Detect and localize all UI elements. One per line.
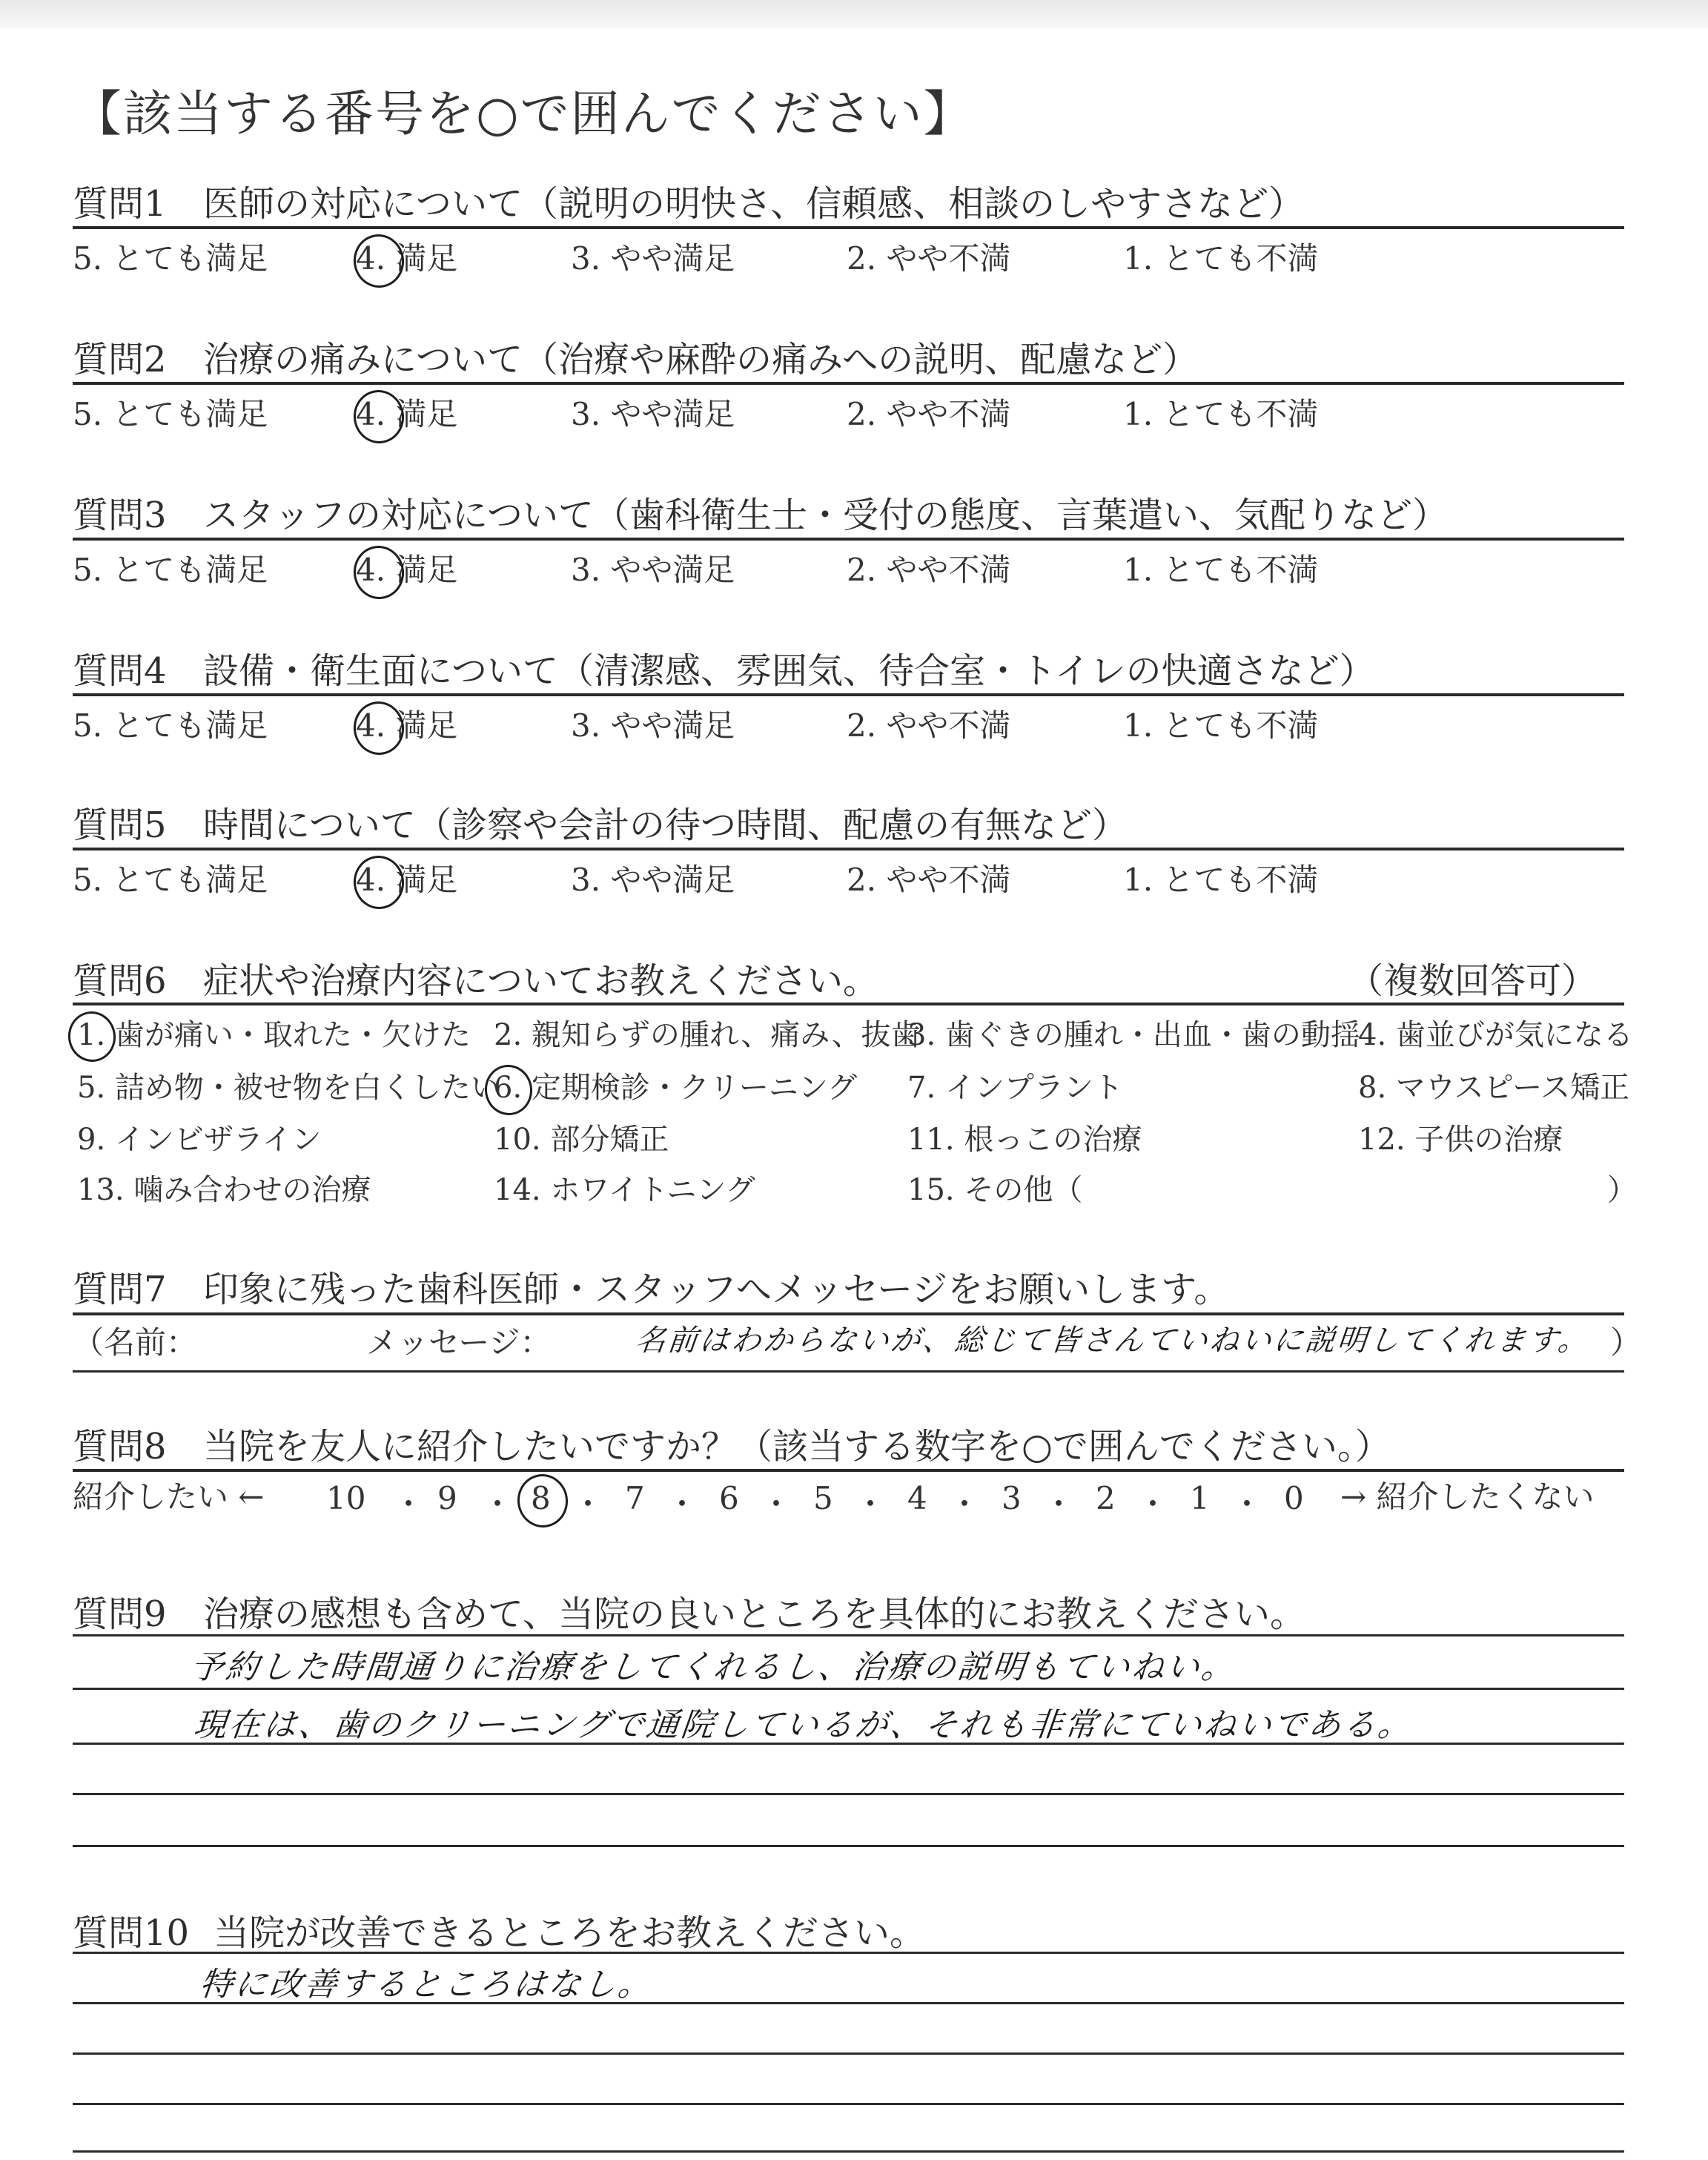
rating-option-4[interactable]: 4. 満足 xyxy=(356,396,458,432)
rating-option-3[interactable]: 3. やや満足 xyxy=(571,240,735,277)
name-label: （名前： xyxy=(73,1324,198,1361)
answer-line xyxy=(73,2052,1624,2055)
rating-option-2[interactable]: 2. やや不満 xyxy=(847,862,1011,898)
rating-option-3[interactable]: 3. やや満足 xyxy=(571,396,735,432)
question-divider xyxy=(73,693,1624,696)
scale-separator: ・ xyxy=(761,1486,792,1522)
answer-line xyxy=(73,1634,1624,1636)
question-text: 当院が改善できるところをお教えください。 xyxy=(214,1912,926,1954)
question-text: 治療の痛みについて（治療や麻酔の痛みへの説明、配慮など） xyxy=(203,339,1199,380)
question-text: 医師の対応について（説明の明快さ、信頼感、相談のしやすさなど） xyxy=(203,183,1305,225)
symptom-option-15[interactable]: 15. その他（ xyxy=(907,1173,1083,1207)
symptom-option-6[interactable]: 6. 定期検診・クリーニング xyxy=(494,1071,858,1105)
question-number: 質問4 xyxy=(73,650,167,692)
question-10-heading xyxy=(73,1904,925,1955)
question-divider xyxy=(73,1469,1624,1472)
question-number: 質問6 xyxy=(73,960,167,1002)
rating-option-1[interactable]: 1. とても不満 xyxy=(1123,707,1319,744)
symptom-option-14[interactable]: 14. ホワイトニング xyxy=(494,1173,755,1207)
question-3-heading xyxy=(73,486,1448,538)
question-8-heading xyxy=(73,1418,1391,1469)
rating-option-4[interactable]: 4. 満足 xyxy=(356,240,458,277)
rating-option-3[interactable]: 3. やや満足 xyxy=(571,862,735,898)
rating-option-5[interactable]: 5. とても満足 xyxy=(73,396,268,432)
scale-separator: ・ xyxy=(1231,1486,1263,1522)
symptom-option-12[interactable]: 12. 子供の治療 xyxy=(1358,1123,1563,1157)
symptom-option-4[interactable]: 4. 歯並びが気になる xyxy=(1358,1018,1633,1052)
question-number: 質問5 xyxy=(73,805,167,846)
question-text: 当院を友人に紹介したいですか？（該当する数字を○で囲んでください。） xyxy=(203,1426,1391,1467)
question-divider xyxy=(73,1312,1624,1315)
rating-option-2[interactable]: 2. やや不満 xyxy=(847,396,1011,432)
scale-2[interactable]: 2 xyxy=(1096,1480,1116,1516)
scan-top-band xyxy=(0,0,1708,28)
rating-option-5[interactable]: 5. とても満足 xyxy=(73,240,268,277)
question-divider xyxy=(73,382,1624,385)
answer-line xyxy=(73,1845,1624,1847)
rating-option-3[interactable]: 3. やや満足 xyxy=(571,707,735,744)
question-text: 症状や治療内容についてお教えください。 xyxy=(203,960,879,1002)
multiple-answers-note: （複数回答可） xyxy=(1347,960,1597,1002)
scale-9[interactable]: 9 xyxy=(437,1480,457,1516)
scale-separator: ・ xyxy=(949,1486,981,1522)
scale-0[interactable]: 0 xyxy=(1284,1480,1304,1516)
message-close-paren: ） xyxy=(1610,1324,1642,1361)
symptom-option-1[interactable]: 1. 歯が痛い・取れた・欠けた xyxy=(77,1018,471,1052)
question-number: 質問2 xyxy=(73,339,167,380)
question-4-heading xyxy=(73,642,1375,693)
question-1-heading xyxy=(73,175,1304,226)
question-divider xyxy=(73,848,1624,851)
question-number: 質問1 xyxy=(73,183,167,225)
handwritten-message[interactable]: 名前はわからないが、総じて皆さんていねいに説明してくれます。 xyxy=(634,1324,1592,1358)
handwritten-answer-line[interactable]: 現在は、歯のクリーニングで通院しているが、それも非常にていねいである。 xyxy=(191,1706,1415,1744)
question-9-heading xyxy=(73,1585,1305,1636)
question-7-heading xyxy=(73,1261,1229,1312)
rating-option-4[interactable]: 4. 満足 xyxy=(356,707,458,744)
rating-option-1[interactable]: 1. とても不満 xyxy=(1123,396,1319,432)
scale-separator: ・ xyxy=(393,1486,425,1522)
scale-separator: ・ xyxy=(572,1486,604,1522)
symptom-option-11[interactable]: 11. 根っこの治療 xyxy=(907,1123,1142,1157)
question-divider xyxy=(73,1003,1624,1005)
handwritten-answer-line[interactable]: 特に改善するところはなし。 xyxy=(197,1966,655,2004)
scale-10[interactable]: 10 xyxy=(326,1480,366,1516)
scale-3[interactable]: 3 xyxy=(1002,1480,1022,1516)
scale-1[interactable]: 1 xyxy=(1190,1480,1210,1516)
scale-8[interactable]: 8 xyxy=(531,1480,551,1516)
rating-option-1[interactable]: 1. とても不満 xyxy=(1123,552,1319,588)
question-5-heading xyxy=(73,796,1128,848)
symptom-option-3[interactable]: 3. 歯ぐきの腫れ・出血・歯の動揺 xyxy=(907,1018,1360,1052)
symptom-option-5[interactable]: 5. 詰め物・被せ物を白くしたい xyxy=(77,1071,500,1105)
rating-option-1[interactable]: 1. とても不満 xyxy=(1123,862,1319,898)
question-text: 治療の感想も含めて、当院の良いところを具体的にお教えください。 xyxy=(203,1593,1306,1635)
answer-line xyxy=(73,2103,1624,2105)
rating-option-2[interactable]: 2. やや不満 xyxy=(847,240,1011,277)
other-close-paren: ） xyxy=(1607,1173,1637,1207)
symptom-option-9[interactable]: 9. インビザライン xyxy=(77,1123,322,1157)
scale-separator: ・ xyxy=(855,1486,887,1522)
rating-option-4[interactable]: 4. 満足 xyxy=(356,552,458,588)
rating-option-5[interactable]: 5. とても満足 xyxy=(73,862,268,898)
message-label: メッセージ： xyxy=(366,1324,552,1361)
answer-line xyxy=(73,2002,1624,2004)
question-number: 質問8 xyxy=(73,1426,167,1467)
page-title: 【該当する番号を○で囲んでください】 xyxy=(73,85,974,142)
question-text: 時間について（診察や会計の待つ時間、配慮の有無など） xyxy=(203,805,1128,846)
rating-option-1[interactable]: 1. とても不満 xyxy=(1123,240,1319,277)
rating-option-5[interactable]: 5. とても満足 xyxy=(73,707,268,744)
answer-line xyxy=(73,1743,1624,1745)
scale-separator: ・ xyxy=(666,1486,698,1522)
answer-line xyxy=(73,1952,1624,1954)
question-6-heading xyxy=(73,952,878,1003)
scale-separator: ・ xyxy=(482,1486,514,1522)
question-2-heading xyxy=(73,331,1198,382)
symptom-option-8[interactable]: 8. マウスピース矯正 xyxy=(1358,1071,1630,1105)
scale-separator: ・ xyxy=(1137,1486,1169,1522)
question-number: 質問10 xyxy=(73,1912,190,1954)
scale-separator: ・ xyxy=(1043,1486,1075,1522)
handwritten-answer-line[interactable]: 予約した時間通りに治療をしてくれるし、治療の説明もていねい。 xyxy=(188,1648,1239,1686)
rating-option-3[interactable]: 3. やや満足 xyxy=(571,552,735,588)
scale-7[interactable]: 7 xyxy=(625,1480,645,1516)
question-number: 質問3 xyxy=(73,495,167,536)
answer-line xyxy=(73,2150,1624,2153)
rating-option-2[interactable]: 2. やや不満 xyxy=(847,707,1011,744)
symptom-option-13[interactable]: 13. 噛み合わせの治療 xyxy=(77,1173,371,1207)
symptom-option-7[interactable]: 7. インプラント xyxy=(907,1071,1123,1105)
symptom-option-10[interactable]: 10. 部分矯正 xyxy=(494,1123,669,1157)
rating-option-5[interactable]: 5. とても満足 xyxy=(73,552,268,588)
question-text: 印象に残った歯科医師・スタッフへメッセージをお願いします。 xyxy=(203,1269,1230,1310)
answer-line xyxy=(73,1688,1624,1690)
question-number: 質問9 xyxy=(73,1593,167,1635)
recommend-right-label: → 紹介したくない xyxy=(1340,1479,1595,1515)
question-divider xyxy=(73,538,1624,541)
recommend-left-label: 紹介したい ← xyxy=(73,1479,265,1515)
rating-option-2[interactable]: 2. やや不満 xyxy=(847,552,1011,588)
question-text: 設備・衛生面について（清潔感、雰囲気、待合室・トイレの快適さなど） xyxy=(203,650,1375,692)
scale-5[interactable]: 5 xyxy=(813,1480,833,1516)
rating-option-4[interactable]: 4. 満足 xyxy=(356,862,458,898)
scale-4[interactable]: 4 xyxy=(907,1480,927,1516)
question-divider xyxy=(73,226,1624,229)
answer-line xyxy=(73,1793,1624,1795)
question-number: 質問7 xyxy=(73,1269,167,1310)
answer-line xyxy=(73,1370,1624,1373)
answer-circle-mark xyxy=(514,1471,571,1531)
question-text: スタッフの対応について（歯科衛生士・受付の態度、言葉遣い、気配りなど） xyxy=(203,495,1449,536)
scale-6[interactable]: 6 xyxy=(719,1480,739,1516)
symptom-option-2[interactable]: 2. 親知らずの腫れ、痛み、抜歯 xyxy=(494,1018,921,1052)
